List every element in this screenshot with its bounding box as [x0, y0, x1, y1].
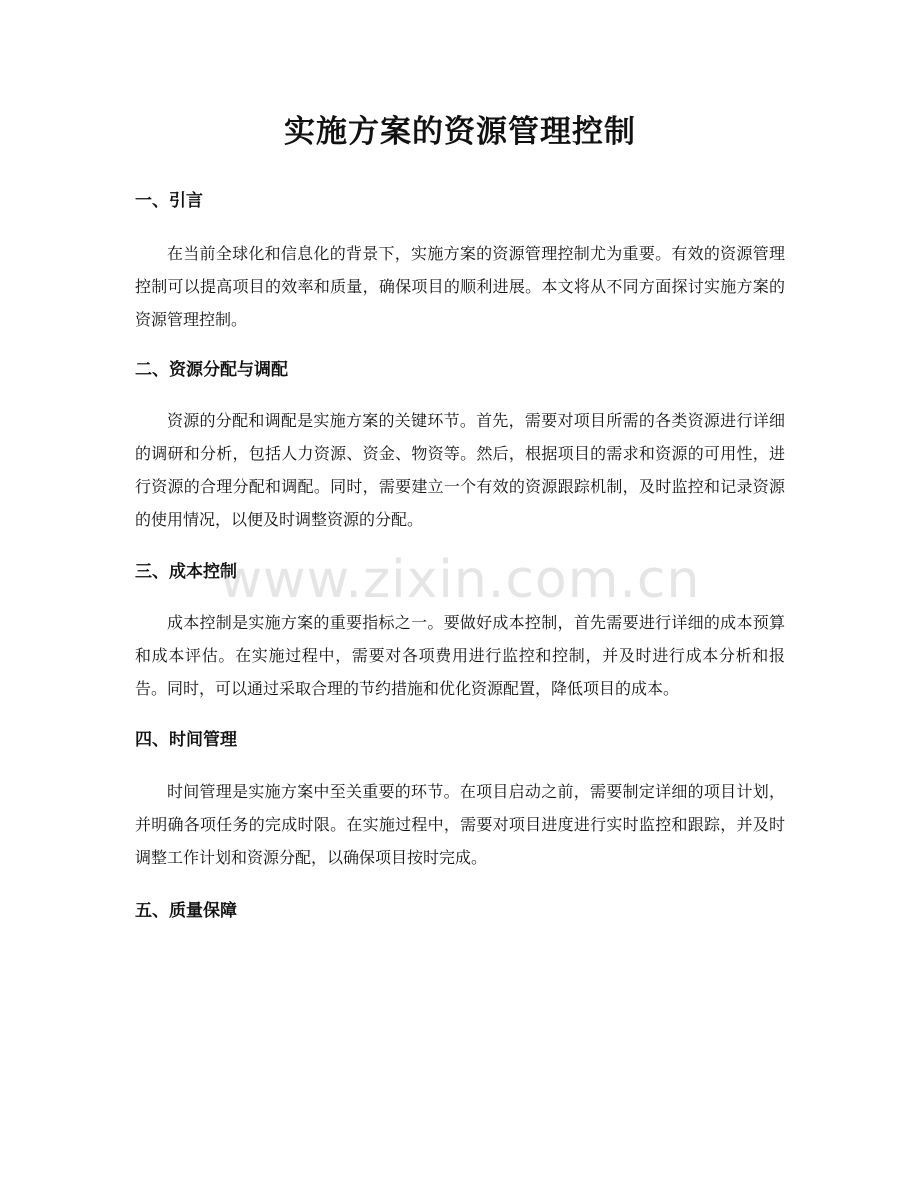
- watermark-text: www.zixin.com.cn: [219, 550, 701, 610]
- section-paragraph-introduction: 在当前全球化和信息化的背景下，实施方案的资源管理控制尤为重要。有效的资源管理控制可以提高项目的效率和质量，确保项目的顺利进展。本文将从不同方面探讨实施方案的资源管理控制。: [135, 244, 785, 329]
- section-heading-resource-allocation: 二、资源分配与调配: [135, 360, 288, 380]
- document-body: [135, 183, 785, 929]
- section-heading-quality-assurance: 五、质量保障: [135, 901, 237, 921]
- section-paragraph-cost-control: 成本控制是实施方案的重要指标之一。要做好成本控制，首先需要进行详细的成本预算和成本评估。在实施过程中，需要对各项费用进行监控和控制，并及时进行成本分析和报告。同时，可以通过采取合理的节约措施和优化资源配置，降低项目的成本。: [135, 613, 785, 698]
- document-title: 实施方案的资源管理控制: [284, 114, 636, 150]
- section-paragraph-time-management: 时间管理是实施方案中至关重要的环节。在项目启动之前，需要制定详细的项目计划，并明确各项任务的完成时限。在实施过程中，需要对项目进度进行实时监控和跟踪，并及时调整工作计划和资源分配，以确保项目按时完成。: [135, 782, 785, 867]
- section-paragraph-resource-allocation: 资源的分配和调配是实施方案的关键环节。首先，需要对项目所需的各类资源进行详细的调研和分析，包括人力资源、资金、物资等。然后，根据项目的需求和资源的可用性，进行资源的合理分配和调配。同时，需要建立一个有效的资源跟踪机制，及时监控和记录资源的使用情况，以便及时调整资源的分配。: [135, 411, 785, 529]
- section-heading-introduction: 一、引言: [135, 191, 203, 211]
- section-heading-time-management: 四、时间管理: [135, 730, 237, 750]
- section-heading-cost-control: 三、成本控制: [135, 562, 237, 582]
